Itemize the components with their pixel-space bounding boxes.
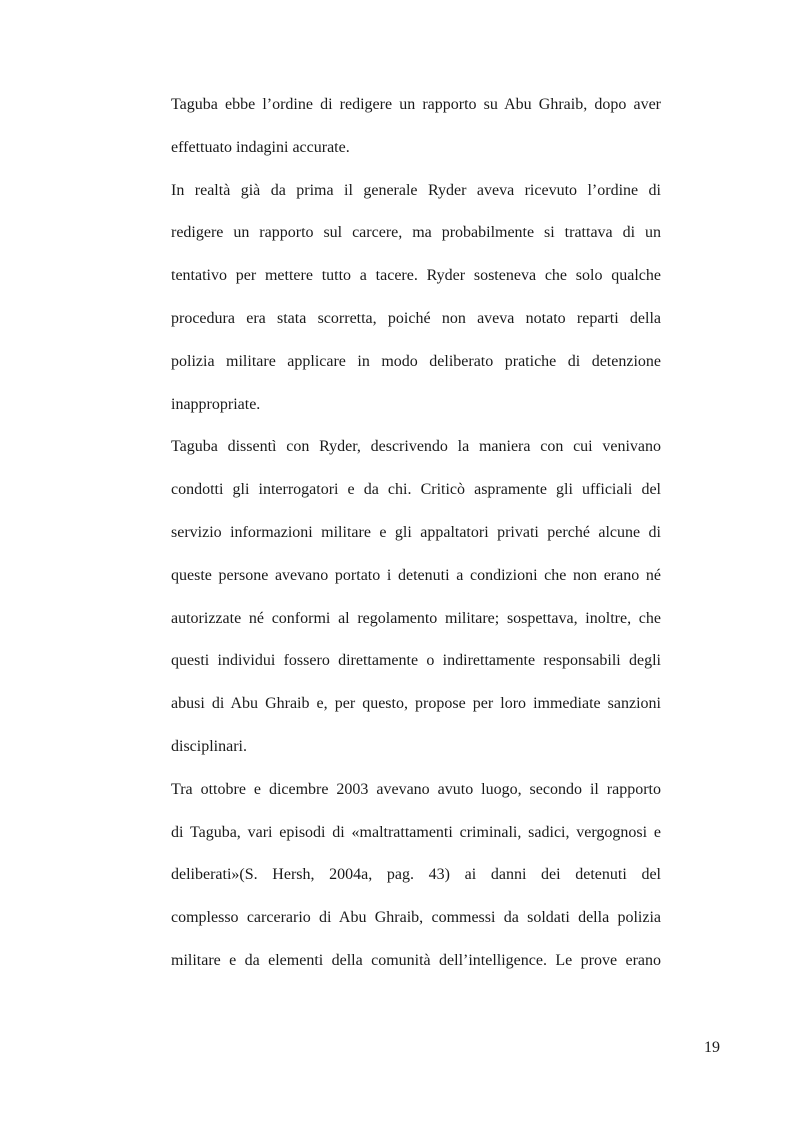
text-line: autorizzate né conformi al regolamento militare; sospettava, inoltre, che (171, 609, 661, 627)
text-line: deliberati»(S. Hersh, 2004a, pag. 43) ai danni dei detenuti del (171, 866, 661, 884)
text-line: Tra ottobre e dicembre 2003 avevano avuto luogo, secondo il rapporto (171, 780, 661, 798)
text-line: abusi di Abu Ghraib e, per questo, propose per loro immediate sanzioni (171, 695, 661, 713)
text-line: tentativo per mettere tutto a tacere. Ryder sosteneva che solo qualche (171, 267, 661, 285)
text-line: procedura era stata scorretta, poiché non aveva notato reparti della (171, 309, 661, 327)
text-line: questi individui fossero direttamente o indirettamente responsabili degli (171, 652, 661, 670)
body-text (171, 87, 661, 986)
text-line: servizio informazioni militare e gli appaltatori privati perché alcune di (171, 523, 661, 541)
text-line: queste persone avevano portato i detenuti a condizioni che non erano né (171, 566, 661, 584)
text-line: redigere un rapporto sul carcere, ma probabilmente si trattava di un (171, 224, 661, 242)
text-line: condotti gli interrogatori e da chi. Criticò aspramente gli ufficiali del (171, 481, 661, 499)
text-line: In realtà già da prima il generale Ryder aveva ricevuto l’ordine di (171, 181, 661, 199)
text-line: inappropriate. (171, 395, 261, 413)
text-line: di Taguba, vari episodi di «maltrattamenti criminali, sadici, vergognosi e (171, 823, 661, 841)
text-line: Taguba dissentì con Ryder, descrivendo la maniera con cui venivano (171, 438, 661, 456)
text-line: polizia militare applicare in modo deliberato pratiche di detenzione (171, 352, 661, 370)
text-line: Taguba ebbe l’ordine di redigere un rapporto su Abu Ghraib, dopo aver (171, 96, 661, 113)
text-line: disciplinari. (171, 737, 247, 755)
text-line: militare e da elementi della comunità dell’intelligence. Le prove erano (171, 951, 661, 969)
text-line: effettuato indagini accurate. (171, 138, 350, 156)
page-number: 19 (704, 1039, 720, 1056)
text-line: complesso carcerario di Abu Ghraib, commessi da soldati della polizia (171, 909, 661, 927)
